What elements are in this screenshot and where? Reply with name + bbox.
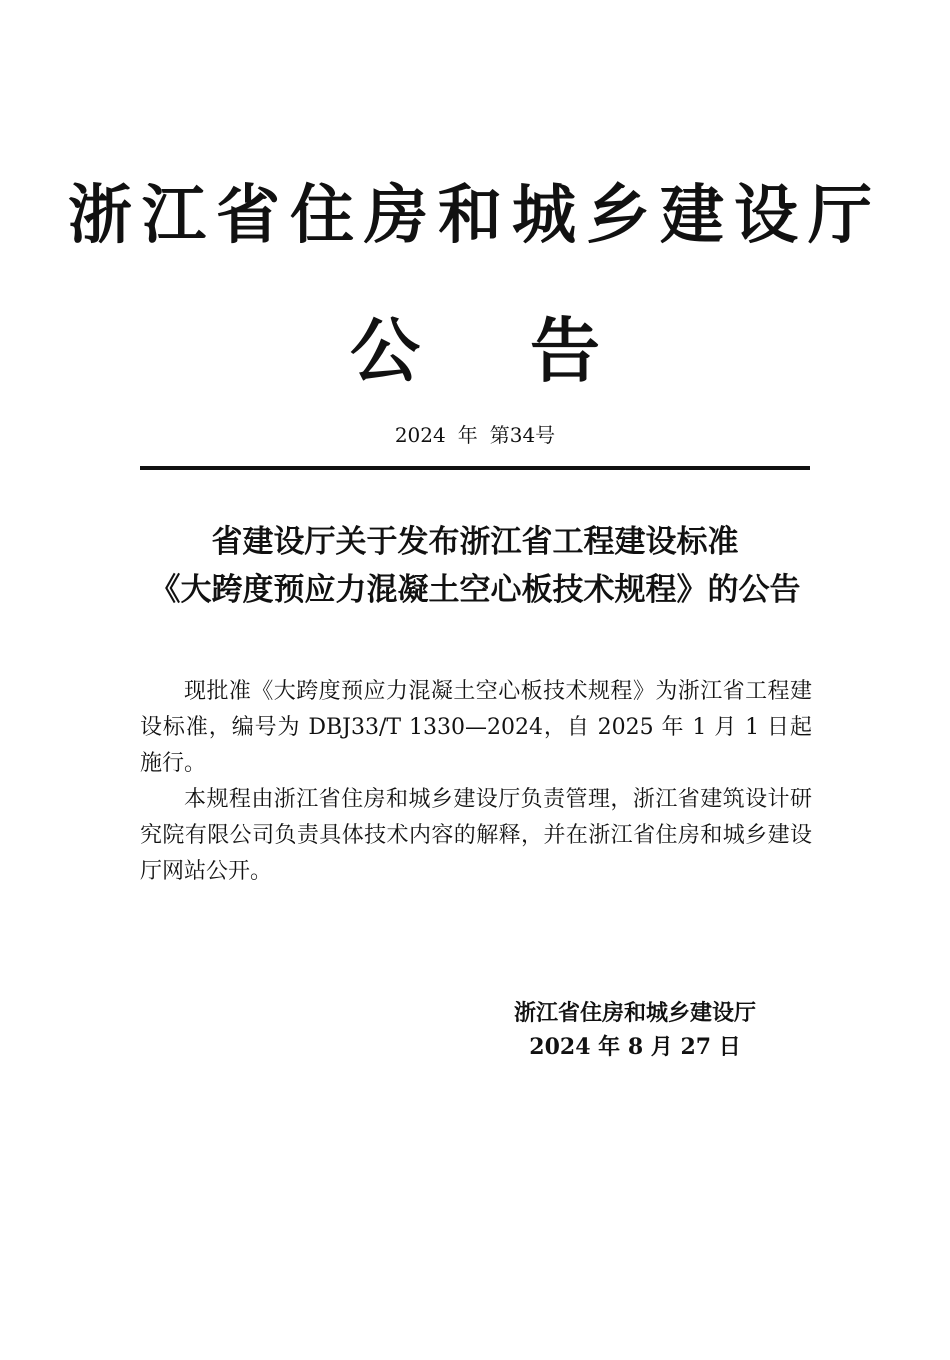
body-paragraph: 现批准《大跨度预应力混凝土空心板技术规程》为浙江省工程建设标准，编号为 DBJ33/T 1330—2024，自 2025 年 1 月 1 日起施行。 xyxy=(140,679,812,776)
document-serial: 第34号 xyxy=(489,423,556,447)
issuing-organization-title: 浙江省住房和城乡建设厅 xyxy=(68,178,882,253)
document-number xyxy=(0,420,950,450)
document-year-unit: 年 xyxy=(457,423,478,447)
announcement-heading-line-2: 《大跨度预应力混凝土空心板技术规程》的公告 xyxy=(149,572,801,608)
announcement-heading xyxy=(0,518,950,614)
announcement-body xyxy=(140,674,812,890)
signature-date: 2024 年 8 月 27 日 xyxy=(529,1034,741,1060)
notice-title-char-2: 告 xyxy=(530,309,600,392)
announcement-heading-line-1: 省建设厅关于发布浙江省工程建设标准 xyxy=(211,524,739,560)
document-year: 2024 xyxy=(394,423,446,447)
notice-title xyxy=(0,306,950,396)
notice-title-char-1: 公 xyxy=(350,309,420,392)
signature-organization: 浙江省住房和城乡建设厅 xyxy=(513,1000,756,1026)
signature-block xyxy=(480,996,790,1064)
body-paragraph: 本规程由浙江省住房和城乡建设厅负责管理，浙江省建筑设计研究院有限公司负责具体技术内容的解释，并在浙江省住房和城乡建设厅网站公开。 xyxy=(140,787,812,884)
header-divider xyxy=(140,466,810,470)
